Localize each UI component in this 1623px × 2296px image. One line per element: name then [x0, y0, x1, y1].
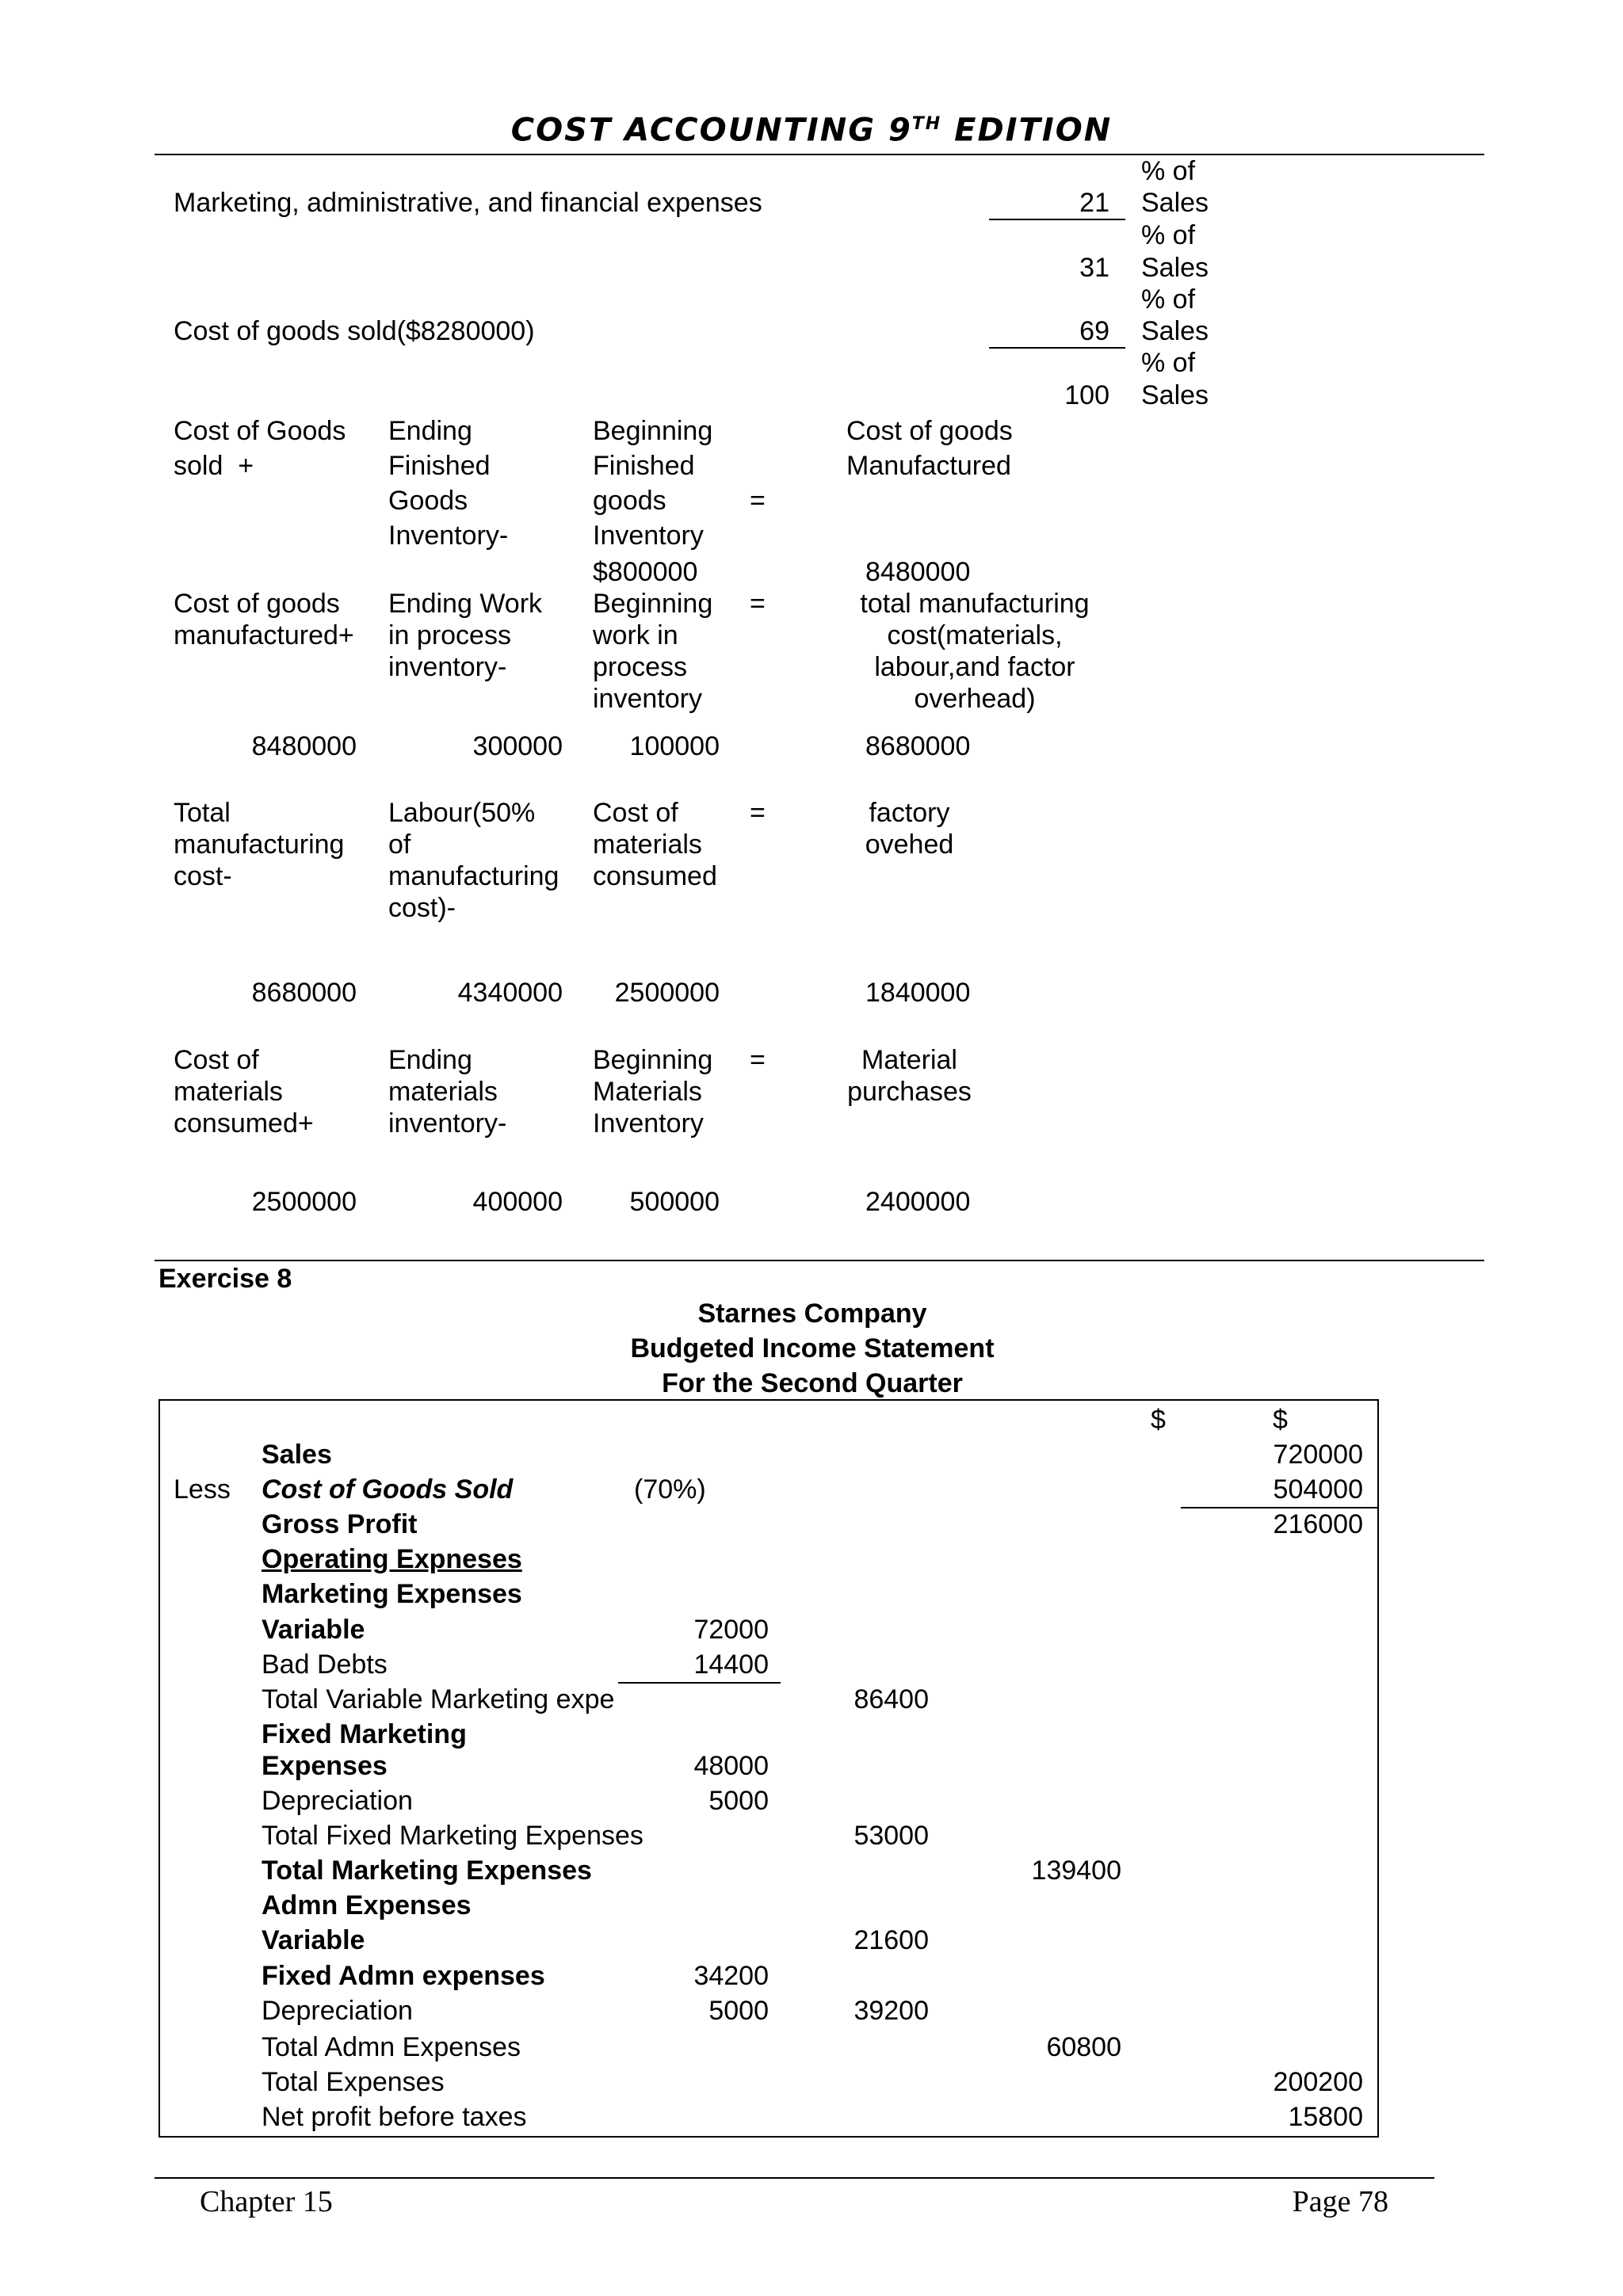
eq2-num1: 8480000: [251, 731, 357, 761]
total-fixed-mkt-label: Total Fixed Marketing Expenses: [262, 1821, 643, 1851]
fixed-mkt-label-1: Fixed Marketing: [262, 1719, 467, 1749]
total-admn-value: 60800: [1046, 2032, 1121, 2062]
eq4-num1: 2500000: [251, 1187, 357, 1217]
eq1-col3-line5: $800000: [593, 557, 698, 587]
eq2-num4: 8680000: [865, 731, 971, 761]
pct-of-2: % of: [1141, 220, 1196, 250]
statement-title: Budgeted Income Statement: [630, 1333, 995, 1363]
sales-3: Sales: [1141, 316, 1209, 346]
eq1-col2-line2: Finished: [388, 451, 491, 481]
eq3-col1: Total manufacturing cost-: [174, 798, 345, 891]
eq3-num1: 8680000: [251, 978, 357, 1008]
eq4-col4: Material purchases: [847, 1045, 972, 1107]
value-21: 21: [1079, 188, 1109, 218]
marketing-expenses-heading: Marketing Expenses: [262, 1579, 522, 1609]
sales-value: 720000: [1273, 1440, 1363, 1470]
bad-debts-value: 14400: [693, 1650, 769, 1680]
value-31: 31: [1079, 253, 1109, 283]
eq1-col3-line4: Inventory: [593, 521, 704, 551]
eq4-col2: Ending materials inventory-: [388, 1045, 507, 1138]
eq1-col2-line1: Ending: [388, 416, 472, 446]
eq1-col4-line5: 8480000: [865, 557, 971, 587]
eq2-col2: Ending Work in process inventory-: [388, 589, 543, 682]
underline-21: [989, 219, 1125, 220]
value-69: 69: [1079, 316, 1109, 346]
fixed-admn-label: Fixed Admn expenses: [262, 1961, 545, 1991]
eq1-equals: =: [750, 486, 766, 516]
footer-chapter: Chapter 15: [200, 2185, 333, 2218]
eq2-num2: 300000: [472, 731, 563, 761]
eq4-num4: 2400000: [865, 1187, 971, 1217]
total-mkt-value: 139400: [1031, 1855, 1121, 1886]
sales-4: Sales: [1141, 380, 1209, 410]
fixed-mkt-value: 48000: [693, 1751, 769, 1781]
eq3-num2: 4340000: [457, 978, 563, 1008]
eq1-col1-line2: sold +: [174, 451, 254, 481]
eq4-equals: =: [750, 1045, 766, 1075]
eq3-col4: factory ovehed: [865, 798, 954, 860]
eq3-equals: =: [750, 798, 766, 828]
depreciation-mkt-value: 5000: [708, 1786, 769, 1816]
pct-of-1: % of: [1141, 156, 1196, 186]
fixed-mkt-label-2: Expenses: [262, 1751, 388, 1781]
currency-col4: $: [1151, 1405, 1166, 1435]
eq4-col1: Cost of materials consumed+: [174, 1045, 314, 1138]
depreciation-mkt-label: Depreciation: [262, 1786, 413, 1816]
eq4-col3: Beginning Materials Inventory: [593, 1045, 713, 1138]
eq3-num4: 1840000: [865, 978, 971, 1008]
total-expenses-label: Total Expenses: [262, 2067, 445, 2097]
eq3-num3: 2500000: [614, 978, 720, 1008]
header-rule: [155, 154, 1484, 155]
eq1-col4-line1: Cost of goods: [846, 416, 1013, 446]
less-label: Less: [174, 1474, 231, 1505]
net-profit-value: 15800: [1288, 2102, 1363, 2132]
footer-rule: [155, 2177, 1434, 2179]
fixed-admn-total-value: 39200: [854, 1996, 929, 2026]
depreciation-admn-value: 5000: [708, 1996, 769, 2026]
company-name: Starnes Company: [697, 1299, 927, 1329]
cogs-row-label: Cost of Goods Sold: [262, 1474, 514, 1505]
exercise-label: Exercise 8: [158, 1264, 292, 1294]
statement-period: For the Second Quarter: [662, 1368, 963, 1398]
sales-1: Sales: [1141, 188, 1209, 218]
footer-page: Page 78: [1292, 2185, 1388, 2218]
eq1-col2-line4: Inventory-: [388, 521, 509, 551]
eq1-col3-line1: Beginning: [593, 416, 713, 446]
sales-2: Sales: [1141, 253, 1209, 283]
total-expenses-value: 200200: [1273, 2067, 1363, 2097]
currency-col5: $: [1273, 1405, 1288, 1435]
marketing-admin-label: Marketing, administrative, and financial expenses: [174, 188, 762, 218]
cogs-label: Cost of goods sold($8280000): [174, 316, 535, 346]
bad-debts-underline: [618, 1682, 781, 1684]
eq1-col2-line3: Goods: [388, 486, 468, 516]
variable-mkt-label: Variable: [262, 1615, 365, 1645]
total-fixed-mkt-value: 53000: [854, 1821, 929, 1851]
eq1-col3-line2: Finished: [593, 451, 695, 481]
underline-69: [989, 347, 1125, 349]
eq2-col1: Cost of goods manufactured+: [174, 589, 354, 650]
total-variable-mkt-label: Total Variable Marketing expe: [262, 1684, 615, 1714]
eq1-col3-line3: goods: [593, 486, 666, 516]
sales-label: Sales: [262, 1440, 332, 1470]
total-admn-label: Total Admn Expenses: [262, 2032, 521, 2062]
eq1-col4-line2: Manufactured: [846, 451, 1011, 481]
eq3-col3: Cost of materials consumed: [593, 798, 717, 891]
operating-expenses-heading: Operating Expneses: [262, 1544, 522, 1574]
bad-debts-label: Bad Debts: [262, 1650, 388, 1680]
total-mkt-label: Total Marketing Expenses: [262, 1855, 592, 1886]
gross-profit-value: 216000: [1273, 1509, 1363, 1539]
variable-admn-label: Variable: [262, 1925, 365, 1955]
gross-profit-label: Gross Profit: [262, 1509, 418, 1539]
eq4-num3: 500000: [629, 1187, 720, 1217]
pct-of-3: % of: [1141, 284, 1196, 315]
eq2-col4: total manufacturing cost(materials, labour,and factor overhead): [860, 589, 1090, 714]
cogs-pct: (70%): [634, 1474, 706, 1505]
variable-admn-value: 21600: [854, 1925, 929, 1955]
depreciation-admn-label: Depreciation: [262, 1996, 413, 2026]
eq2-equals: =: [750, 589, 766, 619]
eq1-col1-line1: Cost of Goods: [174, 416, 346, 446]
eq4-num2: 400000: [472, 1187, 563, 1217]
page-header-title: COST ACCOUNTING 9TH EDITION: [510, 112, 1113, 149]
eq2-col3: Beginning work in process inventory: [593, 589, 713, 714]
variable-mkt-value: 72000: [693, 1615, 769, 1645]
value-100: 100: [1064, 380, 1109, 410]
fixed-admn-value: 34200: [693, 1961, 769, 1991]
pct-of-4: % of: [1141, 348, 1196, 378]
cogs-value: 504000: [1273, 1474, 1363, 1505]
total-variable-mkt-value: 86400: [854, 1684, 929, 1714]
eq3-col2: Labour(50% of manufacturing cost)-: [388, 798, 559, 923]
eq2-num3: 100000: [629, 731, 720, 761]
net-profit-label: Net profit before taxes: [262, 2102, 527, 2132]
section-rule: [155, 1260, 1484, 1261]
admn-expenses-heading: Admn Expenses: [262, 1890, 472, 1920]
